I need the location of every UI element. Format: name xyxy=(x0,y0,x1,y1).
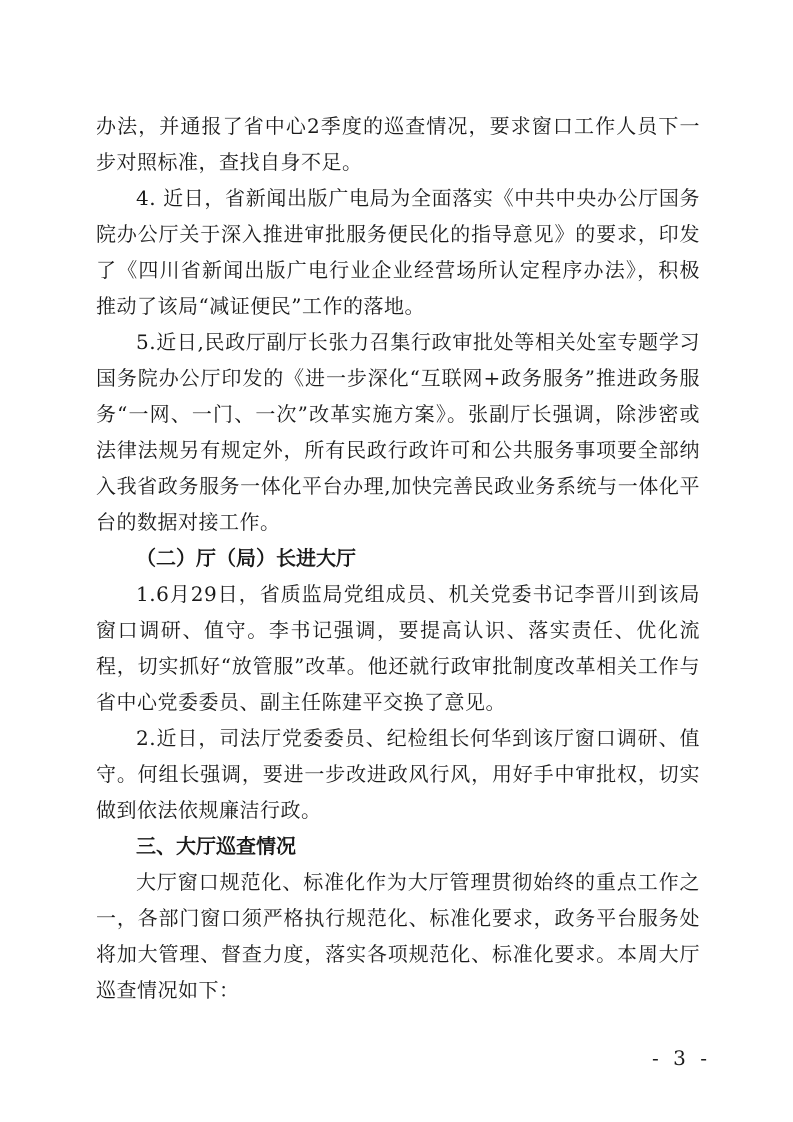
paragraph-item-4: 4. 近日，省新闻出版广电局为全面落实《中共中央办公厅国务院办公厅关于深入推进审批服务便民化的指导意见》的要求，印发了《四川省新闻出版广电行业企业经营场所认定程序办法》，积极推动了该局“减证便民”工作的落地。 xyxy=(96,186,700,318)
paragraph-sec-1: 大厅窗口规范化、标准化作为大厅管理贯彻始终的重点工作之一，各部门窗口须严格执行规范化、标准化要求，政务平台服务处将加大管理、督查力度，落实各项规范化、标准化要求。本周大厅巡查情况如下： xyxy=(96,870,700,1002)
document-body xyxy=(96,108,700,1008)
paragraph-sub-2: 2.近日，司法厅党委委员、纪检组长何华到该厅窗口调研、值守。何组长强调，要进一步改进政风行风，用好手中审批权，切实做到依法依规廉洁行政。 xyxy=(96,726,700,822)
paragraph-sub-1: 1.6月29日，省质监局党组成员、机关党委书记李晋川到该局窗口调研、值守。李书记强调，要提高认识、落实责任、优化流程，切实抓好“放管服”改革。他还就行政审批制度改革相关工作与省中心党委委员、副主任陈建平交换了意见。 xyxy=(96,582,700,714)
section-heading: 三、大厅巡查情况 xyxy=(136,834,296,858)
paragraph-continued: 办法，并通报了省中心2季度的巡查情况，要求窗口工作人员下一步对照标准，查找自身不足。 xyxy=(96,114,700,174)
paragraph-item-5: 5.近日,民政厅副厅长张力召集行政审批处等相关处室专题学习国务院办公厅印发的《进一步深化“互联网+政务服务”推进政务服务“一网、一门、一次”改革实施方案》。张副厅长强调，除涉密或法律法规另有规定外，所有民政行政许可和公共服务事项要全部纳入我省政务服务一体化平台办理,加快完善民政业务系统与一体化平台的数据对接工作。 xyxy=(96,330,700,534)
subsection-heading: （二）厅（局）长进大厅 xyxy=(136,546,356,570)
page-number: - 3 - xyxy=(652,1046,711,1070)
